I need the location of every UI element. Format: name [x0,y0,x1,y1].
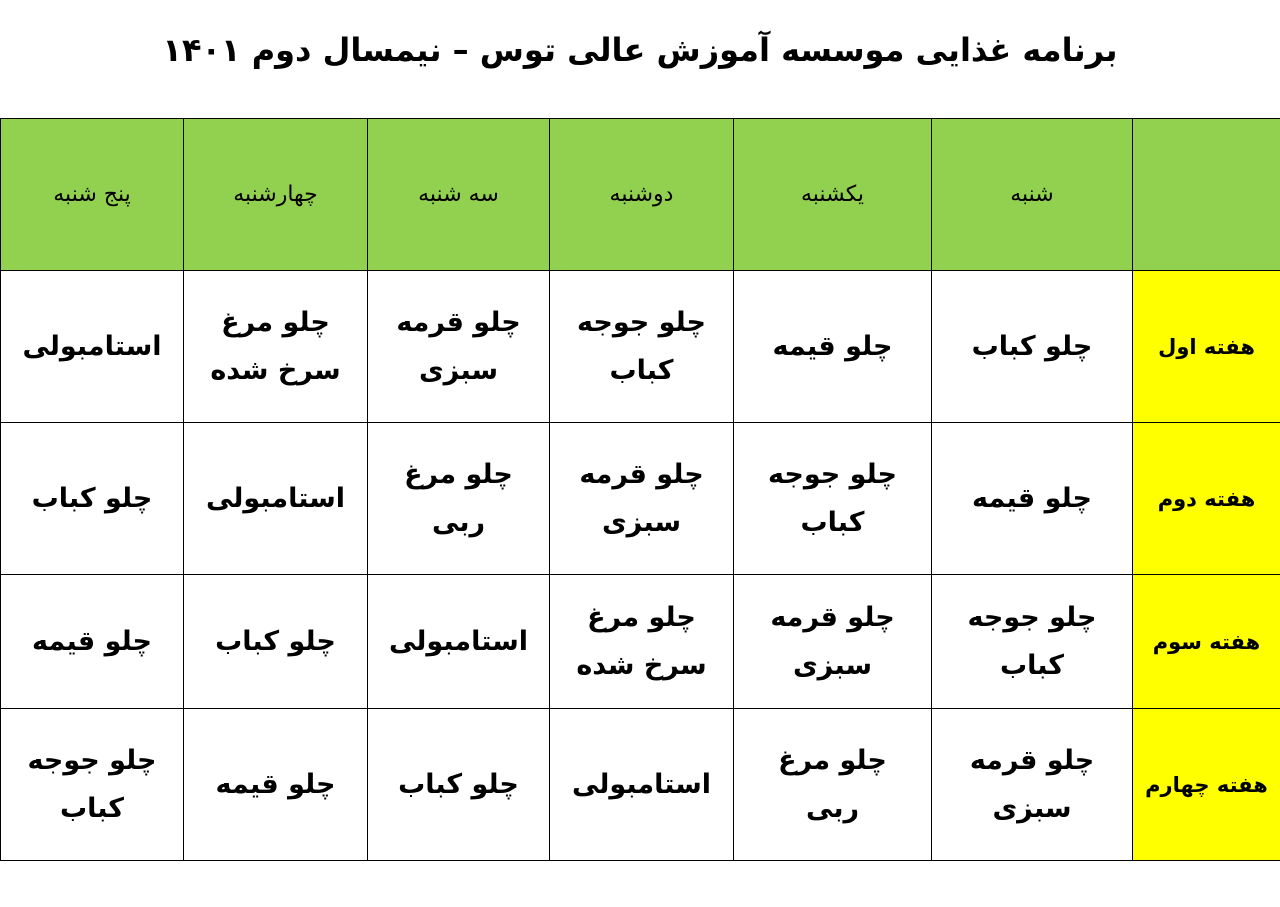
meal-cell: استامبولی [1,271,184,423]
meal-cell: چلو کباب [184,575,368,709]
table-row [1,423,1280,575]
meal-cell: چلو کباب [932,271,1133,423]
day-header-tuesday: سه شنبه [368,119,550,271]
day-header-thursday: پنج شنبه [1,119,184,271]
page-title [0,22,1280,78]
meal-cell: چلو قیمه [932,423,1133,575]
week-label-4: هفته چهارم [1133,709,1280,861]
meal-cell: استامبولی [550,709,734,861]
meal-cell: چلو کباب [368,709,550,861]
table-row [1,575,1280,709]
meal-cell: چلو قیمه [184,709,368,861]
header-row [1,119,1280,271]
meal-cell: چلو مرغ سرخ شده [550,575,734,709]
week-label-2: هفته دوم [1133,423,1280,575]
day-header-saturday: شنبه [932,119,1133,271]
meal-cell: استامبولی [184,423,368,575]
day-header-monday: دوشنبه [550,119,734,271]
meal-cell: استامبولی [368,575,550,709]
week-label-3: هفته سوم [1133,575,1280,709]
meal-cell: چلو قیمه [734,271,932,423]
meal-cell: چلو قرمه سبزی [734,575,932,709]
meal-cell: چلو جوجه کباب [550,271,734,423]
meal-cell: چلو قرمه سبزی [550,423,734,575]
meal-cell: چلو جوجه کباب [734,423,932,575]
meal-cell: چلو مرغ سرخ شده [184,271,368,423]
meal-cell: چلو مرغ ربی [734,709,932,861]
meal-cell: چلو مرغ ربی [368,423,550,575]
meal-cell: چلو قیمه [1,575,184,709]
meal-schedule-table [0,118,1280,861]
meal-cell: چلو قرمه سبزی [932,709,1133,861]
title-term: نیمسال دوم ۱۴۰۱ [162,31,442,69]
meal-cell: چلو جوجه کباب [932,575,1133,709]
week-label-1: هفته اول [1133,271,1280,423]
meal-cell: چلو کباب [1,423,184,575]
day-header-sunday: یکشنبه [734,119,932,271]
title-main: برنامه غذایی موسسه آموزش عالی توس – [441,31,1118,69]
day-header-wednesday: چهارشنبه [184,119,368,271]
corner-header-cell [1133,119,1280,271]
table-row [1,271,1280,423]
meal-cell: چلو جوجه کباب [1,709,184,861]
table-row [1,709,1280,861]
meal-cell: چلو قرمه سبزی [368,271,550,423]
